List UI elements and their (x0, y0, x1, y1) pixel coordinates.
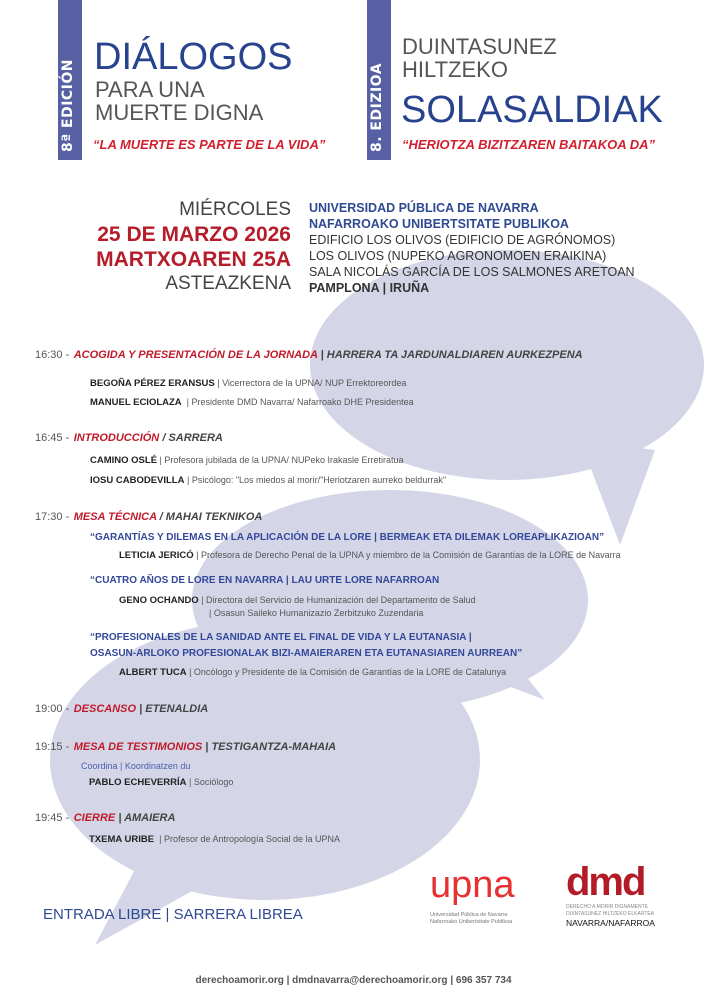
program-item-1915 (35, 740, 336, 753)
speaker-role: | Oncólogo y Presidente de la Comisión de Garantías de la LORE de Catalunya (186, 667, 507, 677)
edition-bar-eu (367, 0, 391, 160)
dmd-logo (566, 860, 655, 928)
speaker-name: ALBERT TUCA (119, 667, 187, 678)
session-separator: | (202, 741, 212, 753)
date-eu: MARTXOAREN 25A (96, 248, 291, 271)
venue-building-es: EDIFICIO LOS OLIVOS (EDIFICIO DE AGRÓNOMOS) (309, 233, 616, 247)
program-time: 16:30 - (35, 349, 70, 361)
dmd-logo-line3: NAVARRA/NAFARROA (566, 918, 655, 928)
speaker-role: | Profesora jubilada de la UPNA/ NUPeko Irakasle Erretiratua (157, 455, 404, 465)
edition-label-eu: 8. EDIZIOA (369, 62, 385, 152)
venue-city: PAMPLONA | IRUÑA (309, 281, 430, 295)
upna-logo (430, 866, 515, 926)
speaker-role: | Psicólogo: "Los miedos al morir/"Heriotzaren aurreko beldurrak" (184, 475, 447, 485)
session-separator: / (159, 432, 169, 444)
speaker-row (119, 665, 506, 679)
program-time: 16:45 - (35, 432, 70, 444)
speaker-name: LETICIA JERICÓ (119, 550, 194, 561)
dmd-logo-word: dmd (566, 860, 645, 904)
program-time: 17:30 - (35, 511, 70, 523)
speaker-row (90, 395, 414, 409)
talk-topic: “CUATRO AÑOS DE LORE EN NAVARRA | LAU URTE LORE NAFARROAN (90, 575, 440, 586)
edition-bar-es (58, 0, 82, 160)
speaker-row (90, 473, 446, 487)
session-separator: | (317, 349, 327, 361)
speaker-role-eu: | Osasun Saileko Humanizazio Zerbitzuko Zuzendaria (209, 608, 424, 618)
session-title-es: ACOGIDA Y PRESENTACIÓN DE LA JORNADA (73, 349, 318, 361)
session-separator: / (156, 511, 166, 523)
date-block (31, 198, 291, 296)
title-dialogos: DIÁLOGOS (94, 36, 293, 78)
speaker-role: | Sociólogo (186, 777, 234, 787)
speaker-name: IOSU CABODEVILLA (90, 475, 185, 486)
speaker-row (90, 453, 403, 467)
program-time: 19:00 - (35, 703, 70, 715)
venue-university-es: UNIVERSIDAD PÚBLICA DE NAVARRA (309, 201, 539, 215)
coordinator-label: Coordina | Koordinatzen du (81, 761, 191, 771)
speaker-row (119, 593, 476, 607)
speaker-name: MANUEL ECIOLAZA (90, 397, 182, 408)
title-solasaldiak: SOLASALDIAK (401, 89, 663, 131)
session-title-eu: ETENALDIA (145, 703, 209, 715)
program-time: 19:45 - (35, 812, 70, 824)
talk-topic-line2: OSASUN-ARLOKO PROFESIONALAK BIZI-AMAIERAREN ETA EUTANASIAREN AURREAN” (90, 648, 523, 659)
speaker-row (89, 832, 340, 846)
speaker-role: | Presidente DMD Navarra/ Nafarroako DHE Presidentea (181, 397, 414, 407)
weekday-es: MIÉRCOLES (179, 199, 291, 220)
speaker-role: | Profesora de Derecho Penal de la UPNA y miembro de la Comisión de Garantías de la LORE de Navarra (193, 550, 621, 560)
session-title-eu: MAHAI TEKNIKOA (165, 511, 263, 523)
upna-logo-line2: Nafarroako Unibertsitate Publikoa (430, 919, 513, 925)
program-item-1900 (35, 702, 208, 715)
program-item-1730 (35, 510, 262, 523)
upna-logo-line1: Universidad Pública de Navarra (430, 912, 508, 918)
speaker-role: | Vicerrectora de la UPNA/ NUP Errektoreordea (214, 378, 407, 388)
session-title-es: MESA TÉCNICA (73, 511, 157, 523)
session-title-es: MESA DE TESTIMONIOS (73, 741, 203, 753)
talk-topic: “PROFESIONALES DE LA SANIDAD ANTE EL FINAL DE VIDA Y LA EUTANASIA | (90, 632, 472, 643)
dmd-logo-line1: DERECHO A MORIR DIGNAMENTE (566, 904, 648, 910)
speaker-name: TXEMA URIBE (89, 834, 155, 845)
speaker-name: CAMINO OSLÉ (90, 455, 158, 466)
session-title-es: DESCANSO (73, 703, 137, 715)
program-item-1945 (35, 811, 175, 824)
speaker-role: | Profesor de Antropología Social de la UPNA (154, 834, 341, 844)
talk-topic: “GARANTÍAS Y DILEMAS EN LA APLICACIÓN DE LA LORE | BERMEAK ETA DILEMAK LOREAPLIKAZIOAN” (90, 532, 605, 543)
subtitle-es-line1: PARA UNA (95, 77, 205, 102)
session-title-eu: SARRERA (168, 432, 223, 444)
program-time: 19:15 - (35, 741, 70, 753)
session-title-eu: TESTIGANTZA-MAHAIA (211, 741, 337, 753)
speaker-row (89, 775, 233, 789)
footer-contact: derechoamorir.org | dmdnavarra@derechoamorir.org | 696 357 734 (195, 975, 512, 986)
subtitle-es-line2: MUERTE DIGNA (95, 100, 264, 125)
venue-university-eu: NAFARROAKO UNIBERTSITATE PUBLIKOA (309, 217, 569, 231)
speaker-name: GENO OCHANDO (119, 595, 199, 606)
speaker-name: BEGOÑA PÉREZ ERANSUS (90, 378, 215, 389)
venue-block (309, 200, 635, 296)
date-es: 25 DE MARZO 2026 (97, 223, 291, 246)
program-item-1630 (35, 348, 583, 361)
quote-es: “LA MUERTE ES PARTE DE LA VIDA” (93, 137, 326, 152)
speech-bubble-1-tail (580, 440, 655, 545)
session-separator: | (136, 703, 146, 715)
speech-bubble-3 (50, 620, 480, 900)
dmd-logo-line2: DUINTASUNEZ HILTZEKO ELKARTEA (566, 911, 655, 917)
venue-building-eu: LOS OLIVOS (NUPEKO AGRONOMOEN ERAIKINA) (309, 249, 607, 263)
edition-label-es: 8ª EDICIÓN (60, 58, 76, 152)
speaker-row (119, 548, 621, 562)
speaker-row (90, 376, 406, 390)
venue-room: SALA NICOLÁS GARCÍA DE LOS SALMONES ARETOAN (309, 265, 635, 279)
subtitle-eu-line2: HILTZEKO (402, 57, 508, 82)
speaker-name: PABLO ECHEVERRÍA (89, 777, 187, 788)
entrance-free: ENTRADA LIBRE | SARRERA LIBREA (43, 906, 303, 923)
session-title-es: INTRODUCCIÓN (73, 432, 160, 444)
speech-bubble-3-tail (95, 860, 230, 945)
subtitle-eu-line1: DUINTASUNEZ (402, 34, 557, 59)
speaker-role: | Directora del Servicio de Humanización del Departamento de Salud (198, 595, 476, 605)
program-item-1645 (35, 431, 223, 444)
session-separator: | (115, 812, 125, 824)
session-title-eu: AMAIERA (124, 812, 176, 824)
session-title-eu: HARRERA TA JARDUNALDIAREN AURKEZPENA (326, 349, 583, 361)
session-title-es: CIERRE (73, 812, 116, 824)
quote-eu: “HERIOTZA BIZITZAREN BAITAKOA DA” (402, 137, 655, 152)
upna-logo-word: upna (430, 864, 515, 906)
weekday-eu: ASTEAZKENA (165, 273, 291, 294)
